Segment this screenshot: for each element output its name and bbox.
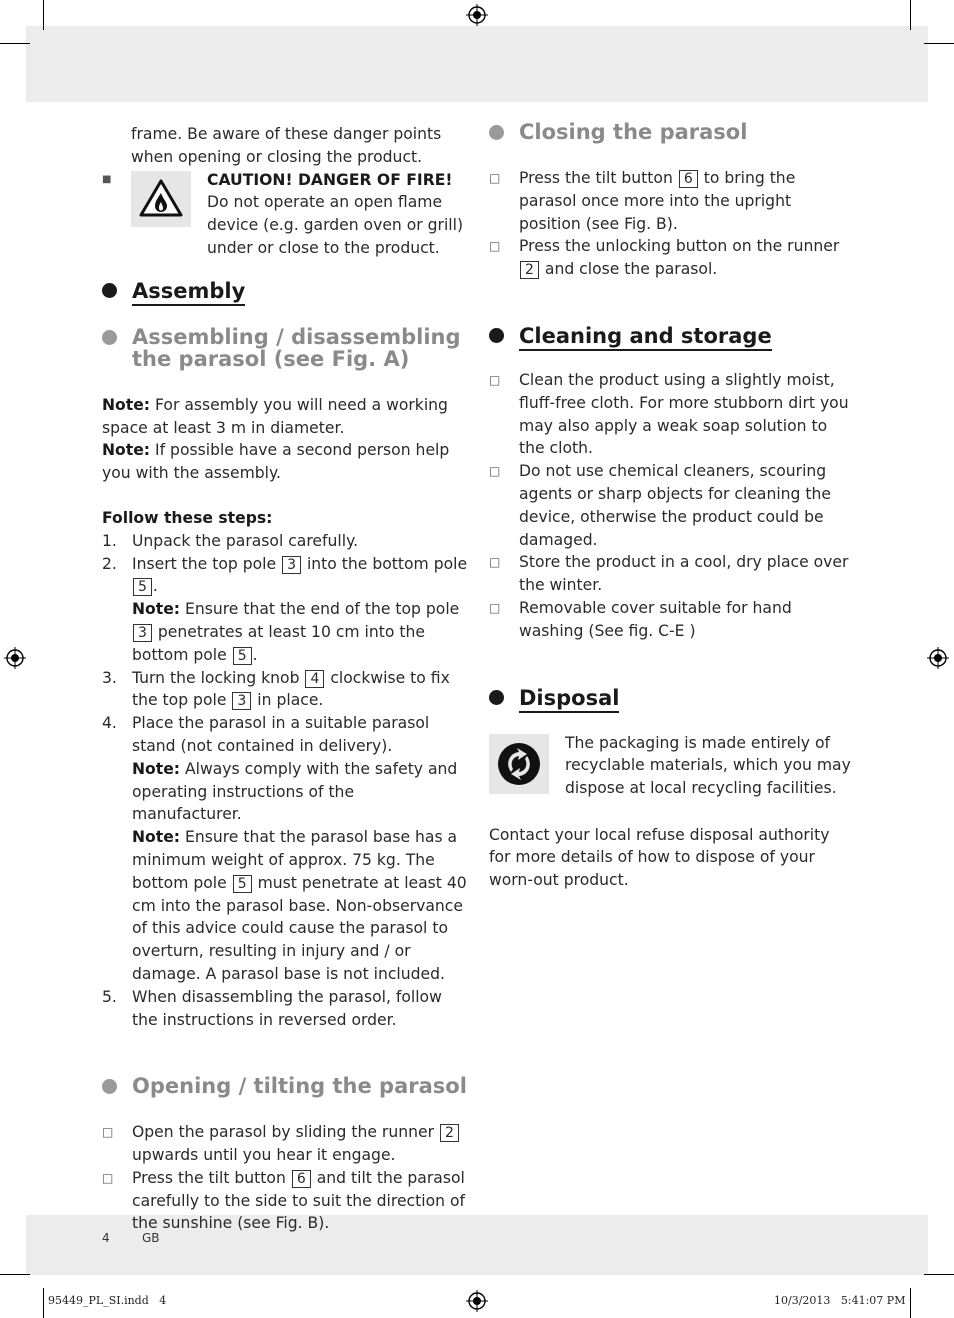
step-5: 5. When disassembling the parasol, follow the instructions in reversed order. bbox=[102, 987, 442, 1029]
close-item-2: □ Press the unlocking button on the runner 2 and close the parasol. bbox=[489, 237, 840, 279]
slug-filename: 95449_PL_SI.indd 4 bbox=[48, 1294, 167, 1307]
crop-mark bbox=[910, 1288, 911, 1318]
cleaning-heading: Cleaning and storage bbox=[489, 323, 853, 349]
intro-text: frame. Be aware of these danger points when opening or closing the product. bbox=[131, 125, 442, 166]
crop-mark bbox=[924, 43, 954, 44]
crop-mark bbox=[43, 1288, 44, 1318]
note-2: Note: If possible have a second person help you with the assembly. bbox=[102, 441, 450, 483]
right-column bbox=[489, 121, 853, 892]
note-1: Note: For assembly you will need a working space at least 3 m in diameter. bbox=[102, 395, 448, 437]
clean-item-3: □ Store the product in a cool, dry place over the winter. bbox=[489, 553, 849, 595]
crop-mark bbox=[910, 0, 911, 30]
disposal-text-2: Contact your local refuse disposal authority for more details of how to dispose of your worn-out product. bbox=[489, 825, 830, 890]
header-band bbox=[26, 26, 928, 102]
registration-mark-icon bbox=[4, 647, 26, 669]
step-1: 1. Unpack the parasol carefully. bbox=[102, 531, 359, 550]
registration-mark-icon bbox=[466, 1290, 488, 1312]
crop-mark bbox=[924, 1274, 954, 1275]
opening-heading: Opening / tilting the parasol bbox=[102, 1075, 468, 1097]
clean-item-4: □ Removable cover suitable for hand washing (See fig. C-E ) bbox=[489, 598, 792, 640]
close-item-1: □ Press the tilt button 6 to bring the parasol once more into the upright position (see Fig. B). bbox=[489, 169, 796, 233]
left-column bbox=[102, 123, 468, 1235]
open-item-1: □ Open the parasol by sliding the runner 2 upwards until you hear it engage. bbox=[102, 1121, 468, 1167]
slug-date: 10/3/2013 5:41:07 PM bbox=[774, 1294, 906, 1307]
square-bullet-icon: ■ bbox=[102, 173, 112, 185]
registration-mark-icon bbox=[927, 647, 949, 669]
page-number: 4 bbox=[102, 1231, 110, 1245]
green-dot-recycling-icon bbox=[489, 734, 549, 794]
clean-item-1: □ Clean the product using a slightly moist, fluff-free cloth. For more stubborn dirt you may also apply a weak soap solution to the cloth. bbox=[489, 370, 849, 458]
disposal-text-1: The packaging is made entirely of recyclable materials, which you may dispose at local recycling facilities. bbox=[565, 733, 851, 798]
caution-block bbox=[102, 169, 468, 260]
fire-warning-icon bbox=[131, 171, 191, 227]
steps-label: Follow these steps: bbox=[102, 508, 273, 527]
closing-heading: Closing the parasol bbox=[489, 121, 853, 143]
assembly-heading: Assembly bbox=[102, 278, 468, 304]
step-4: 4. Place the parasol in a suitable parasol stand (not contained in delivery). Note: Always comply with the safety and operating instructions of the manufacturer. Note: Ensure that the parasol base has a minimum weight of approx. 75 kg. The bottom pole 5 must penetrate at least 40 cm into the parasol base. Non-observance of this advice could cause the parasol to overturn, resulting in injury and / or damage. A parasol base is not included. bbox=[102, 714, 467, 983]
caution-title: CAUTION! DANGER OF FIRE! bbox=[207, 170, 453, 189]
step-2: 2. Insert the top pole 3 into the bottom pole 5 . Note: Ensure that the end of the top pole 3 penetrates at least 10 cm into the bottom pole 5 . bbox=[102, 554, 468, 664]
registration-mark-icon bbox=[466, 4, 488, 26]
assembling-heading: Assembling / disassembling the parasol (see Fig. A) bbox=[102, 326, 468, 370]
disposal-heading: Disposal bbox=[489, 685, 853, 711]
open-item-2: □ Press the tilt button 6 and tilt the parasol carefully to the side to suit the direction of the sunshine (see Fig. B). bbox=[102, 1168, 465, 1233]
clean-item-2: □ Do not use chemical cleaners, scouring agents or sharp objects for cleaning the device, otherwise the product could be damaged. bbox=[489, 462, 831, 549]
caution-text: Do not operate an open flame device (e.g. garden oven or grill) under or close to the product. bbox=[207, 193, 464, 257]
step-3: 3. Turn the locking knob 4 clockwise to fix the top pole 3 in place. bbox=[102, 668, 450, 710]
language-code: GB bbox=[142, 1231, 160, 1245]
crop-mark bbox=[0, 43, 30, 44]
crop-mark bbox=[0, 1274, 30, 1275]
disposal-block bbox=[489, 732, 853, 802]
crop-mark bbox=[43, 0, 44, 30]
